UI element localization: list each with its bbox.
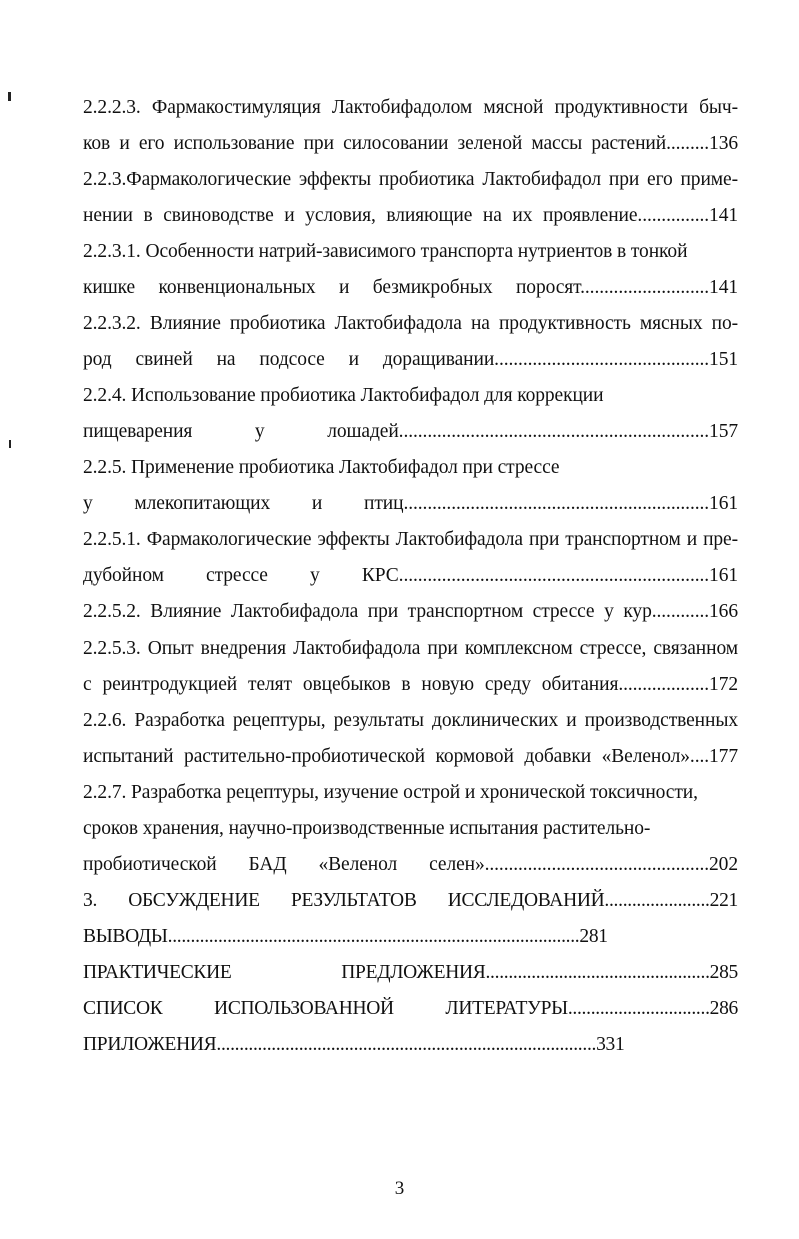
toc-line: 3. ОБСУЖДЕНИЕ РЕЗУЛЬТАТОВ ИССЛЕДОВАНИЙ.......................221 bbox=[83, 890, 738, 911]
scan-mark bbox=[9, 440, 11, 448]
toc-line: с реинтродукцией телят овцебыков в новую среду обитания...................172 bbox=[83, 674, 738, 695]
toc-line: 2.2.3.Фармакологические эффекты пробиотика Лактобифадол при его приме- bbox=[83, 169, 738, 190]
toc-line: сроков хранения, научно-производственные испытания растительно- bbox=[83, 818, 651, 839]
toc-line: пробиотической БАД «Веленол селен»...............................................202 bbox=[83, 854, 738, 875]
toc-line: 2.2.3.1. Особенности натрий-зависимого транспорта нутриентов в тонкой bbox=[83, 241, 688, 262]
toc-line: 2.2.5.1. Фармакологические эффекты Лактобифадола при транспортном и пре- bbox=[83, 529, 738, 550]
toc-line: 2.2.5.3. Опыт внедрения Лактобифадола при комплексном стрессе, связанном bbox=[83, 638, 738, 659]
toc-line: 2.2.5. Применение пробиотика Лактобифадол при стрессе bbox=[83, 457, 560, 478]
toc-line: дубойном стрессе у КРС.................................................................161 bbox=[83, 565, 738, 586]
page-number: 3 bbox=[394, 1178, 405, 1199]
scan-mark bbox=[8, 92, 11, 101]
toc-line: СПИСОК ИСПОЛЬЗОВАННОЙ ЛИТЕРАТУРЫ...............................286 bbox=[83, 998, 738, 1019]
toc-line: ВЫВОДЫ..........................................................................................281 bbox=[83, 926, 608, 947]
toc-line: ПРИЛОЖЕНИЯ...................................................................................331 bbox=[83, 1034, 625, 1055]
toc-line: кишке конвенциональных и безмикробных поросят...........................141 bbox=[83, 277, 738, 298]
toc-line: нении в свиноводстве и условия, влияющие на их проявление...............141 bbox=[83, 205, 738, 226]
toc-line: у млекопитающих и птиц................................................................161 bbox=[83, 493, 738, 514]
toc-line: 2.2.7. Разработка рецептуры, изучение острой и хронической токсичности, bbox=[83, 782, 698, 803]
toc-line: 2.2.2.3. Фармакостимуляция Лактобифадолом мясной продуктивности быч- bbox=[83, 97, 738, 118]
toc-line: 2.2.5.2. Влияние Лактобифадола при транспортном стрессе у кур............166 bbox=[83, 601, 738, 622]
toc-line: 2.2.6. Разработка рецептуры, результаты доклинических и производственных bbox=[83, 710, 738, 731]
toc-line: ПРАКТИЧЕСКИЕ ПРЕДЛОЖЕНИЯ.................................................285 bbox=[83, 962, 738, 983]
toc-line: пищеварения у лошадей.................................................................157 bbox=[83, 421, 738, 442]
toc-line: испытаний растительно-пробиотической кормовой добавки «Веленол»....177 bbox=[83, 746, 738, 767]
toc-line: 2.2.3.2. Влияние пробиотика Лактобифадола на продуктивность мясных по- bbox=[83, 313, 738, 334]
toc-line: 2.2.4. Использование пробиотика Лактобифадол для коррекции bbox=[83, 385, 604, 406]
toc-line: род свиней на подсосе и доращивании.............................................151 bbox=[83, 349, 738, 370]
toc-line: ков и его использование при силосовании зеленой массы растений.........136 bbox=[83, 133, 738, 154]
